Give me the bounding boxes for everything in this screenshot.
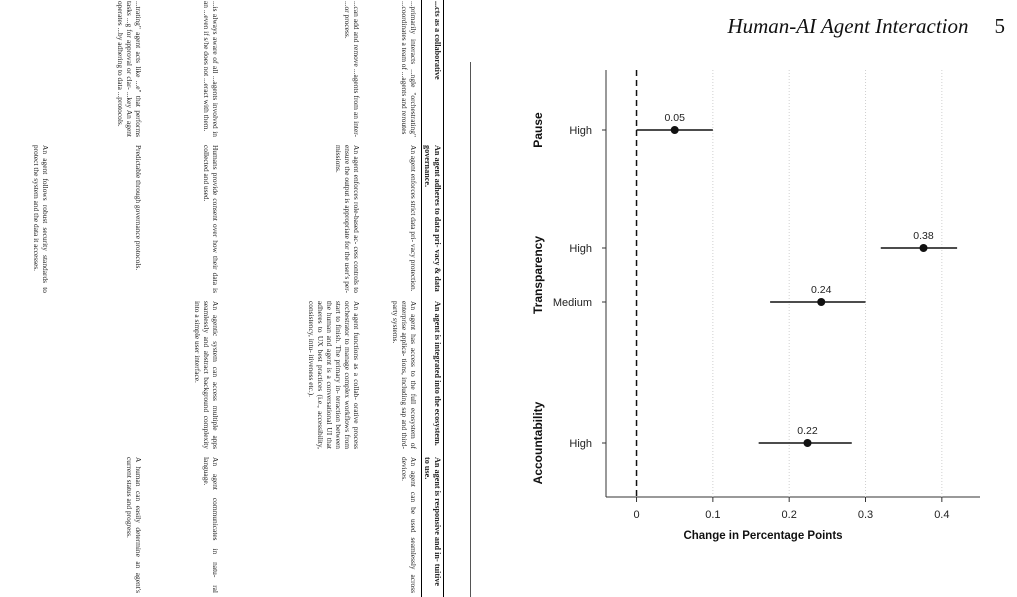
table-cell [223, 453, 364, 597]
table-cell: An agent enforces strict data pri- vacy protection. [409, 145, 418, 292]
group-label: Transparency [531, 235, 545, 315]
table-cell: Predictable through governance protocols. [134, 145, 143, 271]
table-cell: ...can add and remove ...agents from an inter- ...or process. [343, 1, 361, 137]
coefficient-plot [520, 60, 1000, 560]
table-row [364, 0, 422, 597]
table-cell: An agent follows robust security standards to protect the system and the data it accesses. [32, 145, 50, 293]
table-cell: A human can easily determine an agent's current status and progress. [125, 457, 143, 593]
table-cell: ...is always aware of all ...agents involved in an ...even if s/he does not ...eract with them. [202, 1, 220, 137]
x-tick-label: 0 [633, 509, 640, 521]
estimate-point [817, 298, 825, 306]
table-header-cell: An agent adheres to data pri- vacy & data governance. [422, 141, 444, 297]
table-header-cell: ...cts as a collaborative [422, 0, 444, 141]
x-tick-label: 0.3 [857, 509, 874, 521]
table-row [223, 0, 364, 597]
group-label: Accountability [531, 401, 545, 485]
estimate-label: 0.22 [797, 425, 818, 437]
x-tick-label: 0.2 [781, 509, 797, 521]
table-cell [0, 297, 53, 453]
table-cell: An agent has access to the full ecosystem of enterprise applica- tions, including sap and third- party systems. [391, 301, 418, 449]
page-number: 5 [994, 14, 1005, 38]
table-cell: An agent can be used seamlessly across devices. [400, 457, 418, 593]
table-header-row [422, 0, 444, 597]
x-tick-label: 0.4 [934, 509, 950, 521]
table-header-cell: An agent is integrated into the ecosystem. [422, 297, 444, 453]
estimate-point [671, 126, 679, 134]
table-cell [53, 297, 146, 453]
table-cell: ...trating" agent acts like ...e" that performs tasks ...g for approval or clar- ...key An agent operates ...by adhering to data ...protocols. [116, 1, 143, 137]
table-cell: ...primarily interacts ...ngle "orchestrating" ...coordinates a team of ...agents and reroutes [400, 1, 418, 137]
estimate-label: 0.05 [664, 112, 685, 124]
level-label: High [569, 125, 592, 137]
table-cell: Humans provide consent over how their data is collected and used. [202, 145, 220, 293]
page-divider [470, 62, 471, 597]
estimate-label: 0.38 [913, 230, 934, 242]
x-tick-label: 0.1 [705, 509, 721, 521]
table-row [53, 0, 146, 597]
rotated-table-region [0, 1, 444, 597]
level-label: High [569, 438, 592, 450]
table-cell [0, 0, 53, 141]
level-label: Medium [552, 297, 592, 309]
level-label: High [569, 243, 592, 255]
table-cell: An agent communicates in natu- ral language. [202, 457, 220, 593]
group-label: Pause [531, 112, 545, 148]
table-row [146, 0, 223, 597]
x-axis-label: Change in Percentage Points [683, 530, 843, 542]
requirements-table [0, 0, 444, 597]
table-row [0, 0, 53, 597]
table-cell: An agent functions as a collab- orative process orchestrator to manage complex workflows from start to finish. The primary in- teraction between the human and agent is a conversational UI that adheres to UX best practices (i.e., accessibility, consistency, intu- itiveness etc.). [307, 301, 361, 449]
table-cell: An agent enforces role-based ac- cess controls to ensure the output is appropriate for the user's per- missions. [334, 145, 361, 293]
estimate-point [804, 439, 812, 447]
running-title: Human-AI Agent Interaction [727, 14, 969, 38]
running-header [727, 14, 1005, 39]
rotated-table-page [0, 1, 444, 597]
table-cell [0, 453, 53, 597]
estimate-label: 0.24 [811, 284, 832, 296]
table-header-cell: An agent is responsive and in- tuitive to use. [422, 453, 444, 597]
estimate-point [920, 244, 928, 252]
table-cell: An agentic system can access multiple apps seamlessly and abstract background complexity into a simple user interface. [193, 301, 220, 449]
